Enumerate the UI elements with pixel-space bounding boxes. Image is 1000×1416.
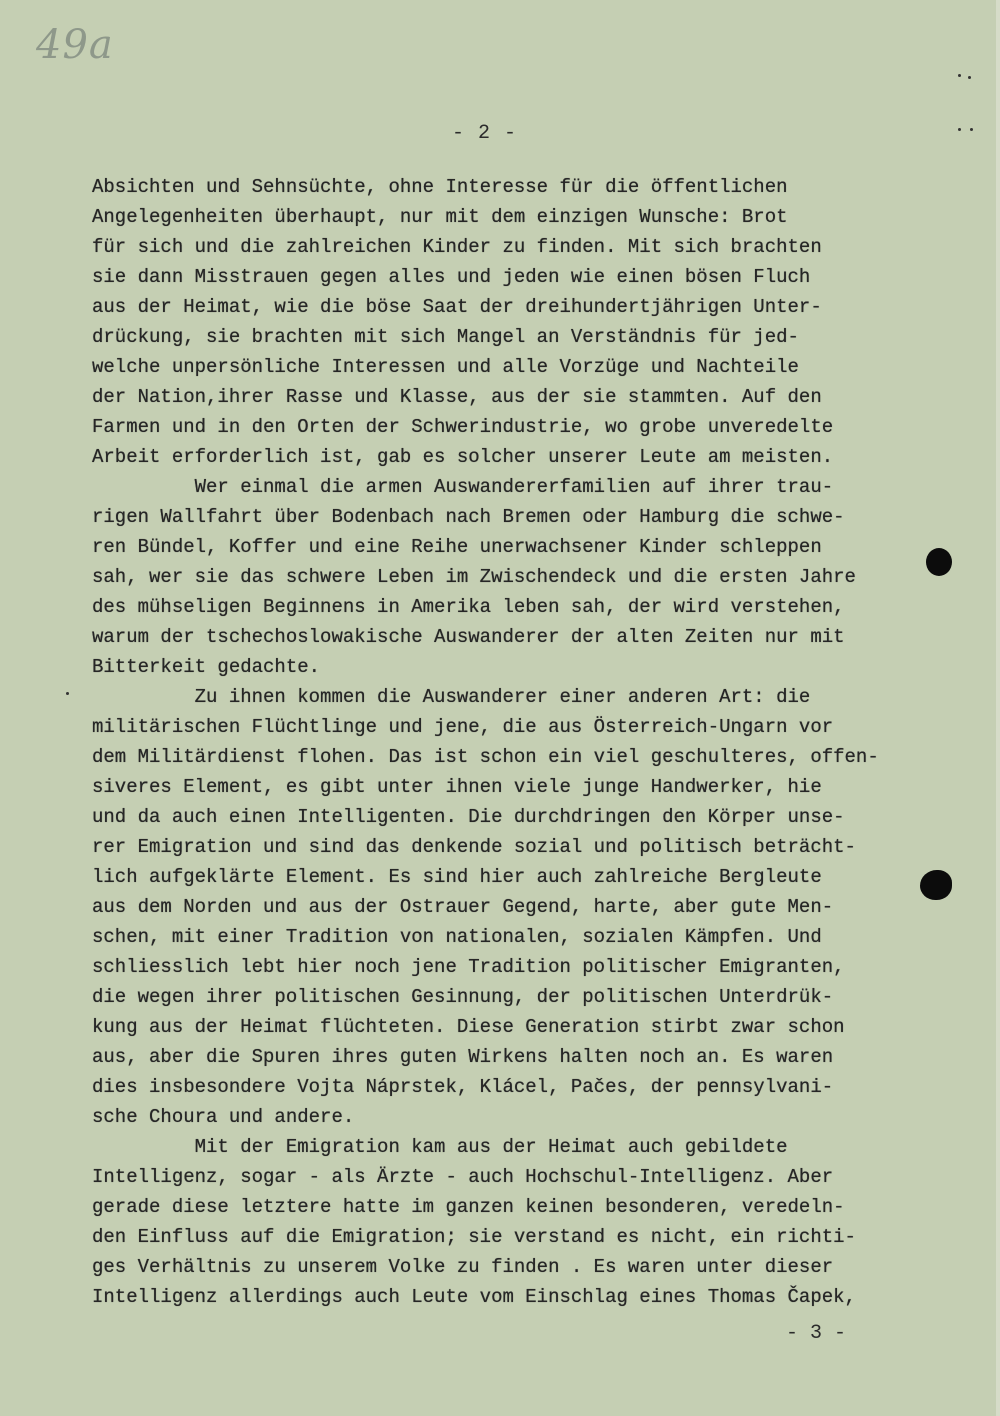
text-line: ges Verhältnis zu unserem Volke zu finden . Es waren unter dieser [92,1256,834,1278]
text-line: der Nation,ihrer Rasse und Klasse, aus der sie stammten. Auf den [92,386,822,408]
punch-hole [926,548,952,576]
text-line: Absichten und Sehnsüchte, ohne Interesse für die öffentlichen [92,176,788,198]
text-line: drückung, sie brachten mit sich Mangel an Verständnis für jed- [92,326,799,348]
text-line: sche Choura und andere. [92,1106,355,1128]
text-line: aus, aber die Spuren ihres guten Wirkens halten noch an. Es waren [92,1046,834,1068]
text-line: siveres Element, es gibt unter ihnen viele junge Handwerker, hie [92,776,822,798]
text-line: Wer einmal die armen Auswandererfamilien auf ihrer trau- [92,476,834,498]
text-line: dem Militärdienst flohen. Das ist schon ein viel geschulteres, offen- [92,746,879,768]
paper-speck [968,76,971,79]
text-line: für sich und die zahlreichen Kinder zu finden. Mit sich brachten [92,236,822,258]
text-line: Zu ihnen kommen die Auswanderer einer anderen Art: die [92,686,811,708]
text-line: ren Bündel, Koffer und eine Reihe unerwachsener Kinder schleppen [92,536,822,558]
text-line: lich aufgeklärte Element. Es sind hier auch zahlreiche Bergleute [92,866,822,888]
text-line: welche unpersönliche Interessen und alle Vorzüge und Nachteile [92,356,799,378]
text-line: dies insbesondere Vojta Náprstek, Klácel, Pačes, der pennsylvani- [92,1076,834,1098]
text-line: schliesslich lebt hier noch jene Tradition politischer Emigranten, [92,956,845,978]
text-line: rigen Wallfahrt über Bodenbach nach Bremen oder Hamburg die schwe- [92,506,845,528]
paper-speck [958,74,961,77]
typewritten-body [92,172,972,1312]
paper-speck [970,128,973,131]
handwritten-folio-number: 49a [36,22,114,68]
paper-speck [958,128,961,131]
text-line: schen, mit einer Tradition von nationalen, sozialen Kämpfen. Und [92,926,822,948]
text-line: Farmen und in den Orten der Schwerindustrie, wo grobe unveredelte [92,416,834,438]
text-line: sie dann Misstrauen gegen alles und jeden wie einen bösen Fluch [92,266,811,288]
text-line: kung aus der Heimat flüchteten. Diese Generation stirbt zwar schon [92,1016,845,1038]
paper-speck [66,692,69,695]
text-line: den Einfluss auf die Emigration; sie verstand es nicht, ein richti- [92,1226,856,1248]
text-line: aus dem Norden und aus der Ostrauer Gegend, harte, aber gute Men- [92,896,834,918]
text-line: die wegen ihrer politischen Gesinnung, der politischen Unterdrük- [92,986,834,1008]
continuation-page-marker: - 3 - [786,1322,847,1345]
text-line: warum der tschechoslowakische Auswanderer der alten Zeiten nur mit [92,626,845,648]
text-line: rer Emigration und sind das denkende sozial und politisch beträcht- [92,836,856,858]
text-line: Intelligenz, sogar - als Ärzte - auch Hochschul-Intelligenz. Aber [92,1166,834,1188]
text-line: gerade diese letztere hatte im ganzen keinen besonderen, veredeln- [92,1196,845,1218]
page-number: - 2 - [452,122,518,145]
text-line: Angelegenheiten überhaupt, nur mit dem einzigen Wunsche: Brot [92,206,788,228]
text-line: Arbeit erforderlich ist, gab es solcher unserer Leute am meisten. [92,446,834,468]
text-line: Mit der Emigration kam aus der Heimat auch gebildete [92,1136,788,1158]
punch-hole [920,870,952,900]
text-line: und da auch einen Intelligenten. Die durchdringen den Körper unse- [92,806,845,828]
text-line: Bitterkeit gedachte. [92,656,321,678]
text-line: Intelligenz allerdings auch Leute vom Einschlag eines Thomas Čapek, [92,1286,856,1308]
text-line: militärischen Flüchtlinge und jene, die aus Österreich-Ungarn vor [92,716,834,738]
text-line: des mühseligen Beginnens in Amerika leben sah, der wird verstehen, [92,596,845,618]
text-line: sah, wer sie das schwere Leben im Zwischendeck und die ersten Jahre [92,566,856,588]
text-line: aus der Heimat, wie die böse Saat der dreihundertjährigen Unter- [92,296,822,318]
